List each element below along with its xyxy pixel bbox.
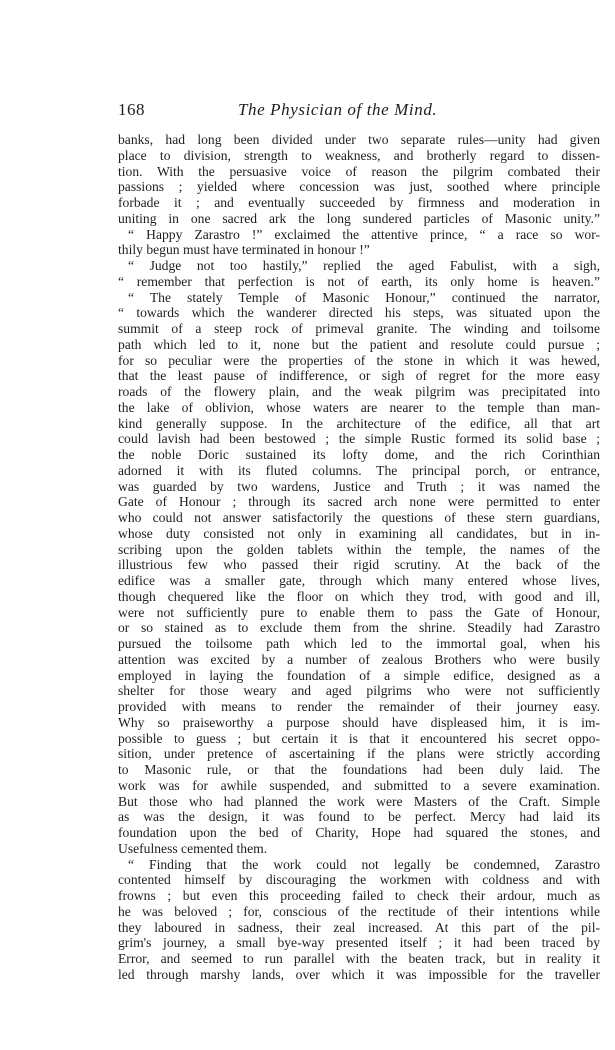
text-line: adorned it with its fluted columns. The principal porch, or entrance, (118, 462, 600, 478)
text-line: contented himself by discouraging the workmen with coldness and with (118, 872, 600, 888)
text-line: uniting in one sacred ark the long sundered particles of Masonic unity.” (118, 210, 600, 226)
text-line: kind generally suppose. In the architecture of the edifice, all that art (118, 415, 600, 431)
text-line: illustrious few who passed their rigid scrutiny. At the back of the (118, 557, 600, 573)
text-line: tion. With the persuasive voice of reason the pilgrim combated their (118, 163, 600, 179)
page-number: 168 (118, 100, 145, 119)
text-line: “ Finding that the work could not legally be condemned, Zarastro (128, 856, 600, 872)
text-line: pursued the toilsome path which led to the immortal goal, when his (118, 636, 600, 651)
text-line: foundation upon the bed of Charity, Hope had squared the stones, and (118, 825, 600, 840)
text-line: the noble Doric sustained its lofty dome, and the rich Corinthian (118, 447, 600, 462)
text-line: though chequered like the floor on which they trod, with good and ill, (118, 588, 600, 604)
text-line: for so peculiar were the properties of the stone in which it was hewed, (118, 352, 600, 368)
text-line: place to division, strength to weakness, and brotherly regard to dissen- (118, 147, 600, 163)
text-line: forbade it ; and eventually succeeded by firmness and moderation in (118, 195, 600, 210)
text-line: they laboured in sadness, their zeal increased. At this part of the pil- (118, 919, 600, 935)
text-line: “ The stately Temple of Masonic Honour,” continued the narrator, (128, 289, 600, 305)
text-line: “ towards which the wanderer directed his steps, was situated upon the (118, 305, 600, 321)
text-line: Error, and seemed to run parallel with the beaten track, but in reality it (118, 951, 600, 966)
text-line: attention was excited by a number of zealous Brothers who were busily (118, 651, 600, 667)
text-line: employed in laying the foundation of a simple edifice, designed as a (118, 667, 600, 683)
text-line: sition, under pretence of ascertaining if the plans were strictly according (118, 746, 600, 762)
text-line: path which led to it, none but the patient and resolute could pursue ; (118, 336, 600, 352)
text-line: were not sufficiently pure to enable them to pass the Gate of Honour, (118, 604, 600, 620)
text-line: But those who had planned the work were Masters of the Craft. Simple (118, 793, 600, 809)
page-header (118, 100, 600, 126)
text-line: summit of a steep rock of primeval granite. The winding and toilsome (118, 321, 600, 336)
text-line: scribing upon the golden tablets within the temple, the names of the (118, 541, 600, 557)
text-line: “ Judge not too hastily,” replied the aged Fabulist, with a sigh, (128, 258, 600, 273)
text-line: who could not answer satisfactorily the questions of these stern guardians, (118, 510, 600, 525)
text-line: thily begun must have terminated in honour !” (118, 242, 370, 258)
text-line: he was beloved ; for, conscious of the rectitude of their intentions while (118, 903, 600, 919)
text-line: Gate of Honour ; through its sacred arch none were permitted to enter (118, 494, 600, 510)
text-line: Why so praiseworthy a purpose should have displeased him, it is im- (118, 714, 600, 730)
text-line: led through marshy lands, over which it was impossible for the traveller (118, 966, 600, 982)
text-line: as was the design, it was found to be perfect. Mercy had laid its (118, 809, 600, 825)
text-line: “ Happy Zarastro !” exclaimed the attentive prince, “ a race so wor- (128, 226, 600, 242)
text-line: grim's journey, a small bye-way presented itself ; it had been traced by (118, 935, 600, 951)
text-line: “ remember that perfection is not of earth, its only home is heaven.” (118, 273, 600, 289)
text-line: work was for awhile suspended, and submitted to a severe examination. (118, 777, 600, 793)
text-line: provided with means to render the remainder of their journey easy. (118, 699, 600, 714)
text-line: whose duty consisted not only in examining all candidates, but in in- (118, 525, 600, 541)
text-line: could lavish had been bestowed ; the simple Rustic formed its solid base ; (118, 431, 600, 447)
text-line: that the least pause of indifference, or sigh of regret for the more easy (118, 368, 600, 384)
text-line: was guarded by two wardens, Justice and Truth ; it was named the (118, 478, 600, 494)
body-text (118, 132, 600, 983)
text-line: banks, had long been divided under two separate rules—unity had given (118, 132, 600, 147)
text-line: edifice was a smaller gate, through which many entered whose lives, (118, 573, 600, 588)
text-line: roads of the flowery plain, and the weak pilgrim was precipitated into (118, 384, 600, 399)
running-title: The Physician of the Mind. (238, 100, 438, 119)
text-line: Usefulness cemented them. (118, 840, 268, 856)
text-line: the lake of oblivion, whose waters are nearer to the temple than man- (118, 399, 600, 415)
text-line: or so stained as to exclude them from the shrine. Steadily had Zarastro (118, 620, 600, 636)
text-line: passions ; yielded where concession was just, soothed where principle (118, 179, 600, 195)
text-line: possible to guess ; but certain it is that it encountered his secret oppo- (118, 730, 600, 746)
text-line: to Masonic rule, or that the foundations had been duly laid. The (118, 762, 600, 777)
text-line: frowns ; but even this proceeding failed to check their ardour, much as (118, 888, 600, 903)
text-line: shelter for those weary and aged pilgrims who were not sufficiently (118, 683, 600, 699)
